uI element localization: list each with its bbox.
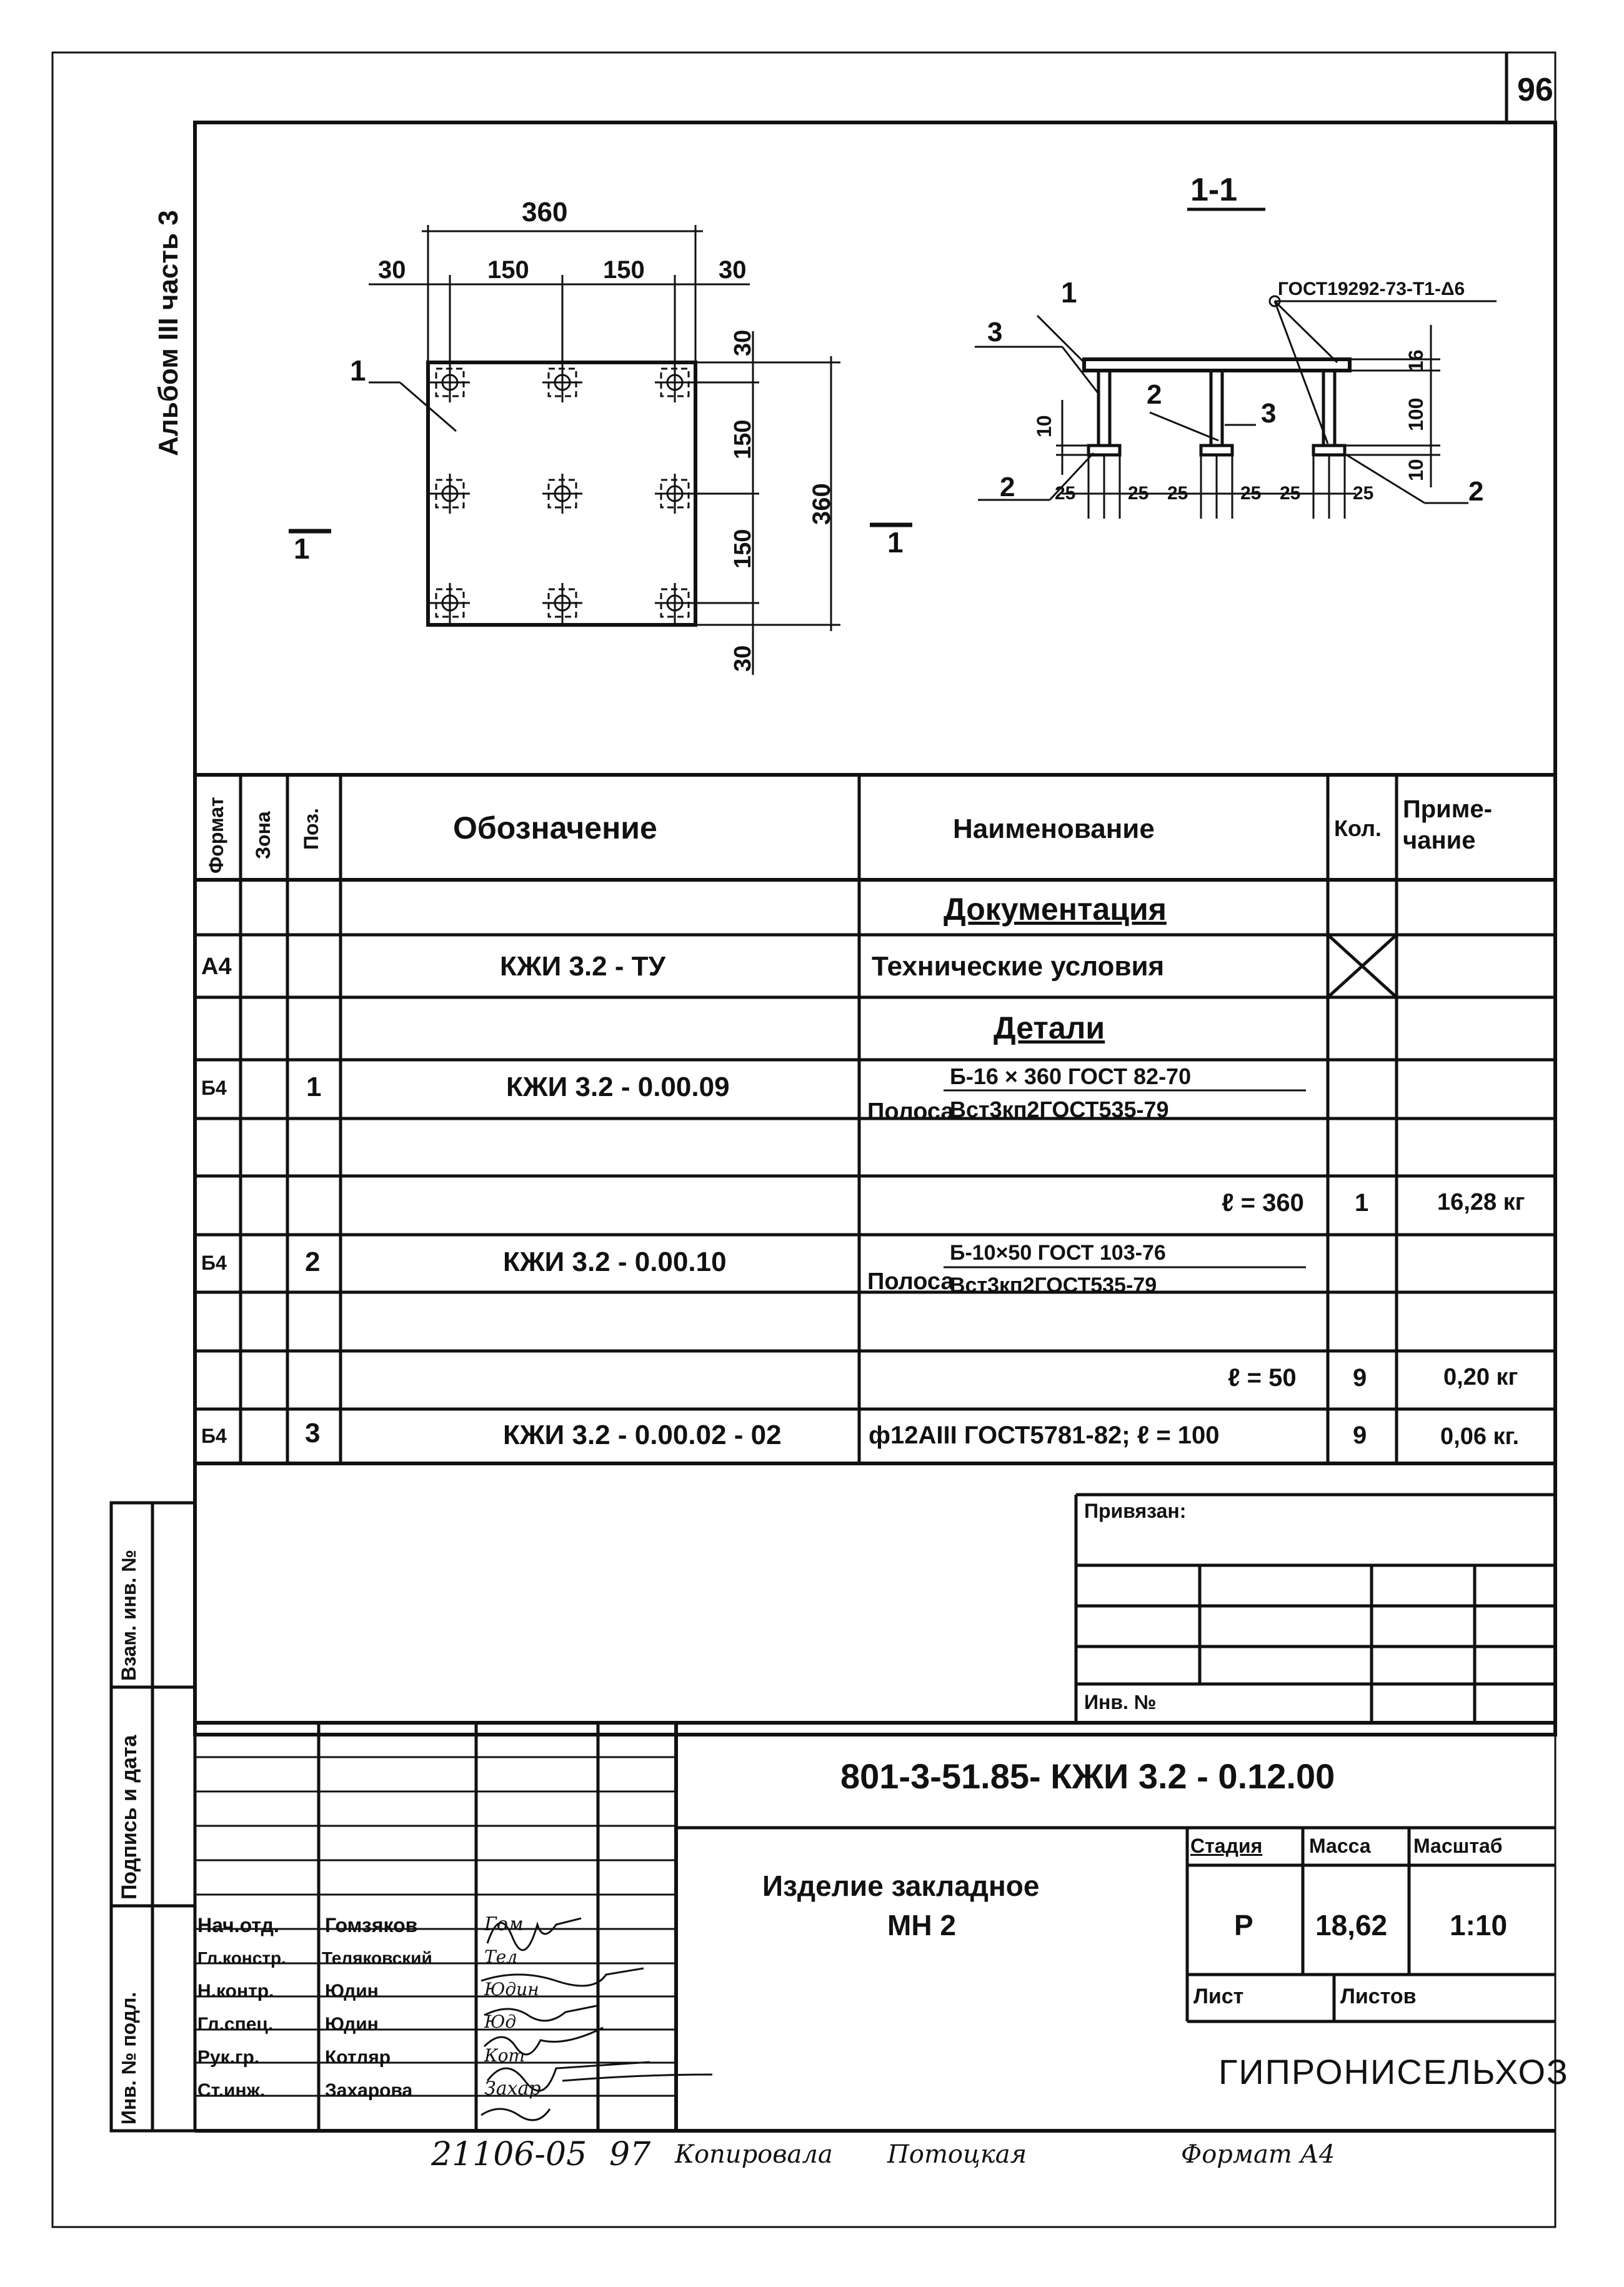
row1-qty: 1 xyxy=(1355,1189,1369,1217)
item-title: Изделие закладное xyxy=(762,1870,1040,1902)
role-6-name: Захарова xyxy=(325,2080,413,2101)
section-dim-right-10: 10 xyxy=(1405,459,1427,481)
item-subtitle: МН 2 xyxy=(887,1909,956,1941)
footer-copied-label: Копировала xyxy=(675,2140,833,2169)
section-dim-bottom-3: 25 xyxy=(1167,483,1188,504)
section-dim-left-10: 10 xyxy=(1033,415,1055,437)
row3-qty: 9 xyxy=(1353,1422,1367,1449)
role-6-sign: Захар xyxy=(484,2078,541,2100)
section-parts: Детали xyxy=(994,1010,1105,1045)
header-zone: Зона xyxy=(252,811,274,859)
plan-dim-right-1: 30 xyxy=(730,329,756,356)
section-documentation: Документация xyxy=(944,892,1167,927)
role-1-name: Гомзяков xyxy=(325,1914,418,1936)
scale-value: 1:10 xyxy=(1450,1909,1508,1941)
row1-pos: 1 xyxy=(306,1072,322,1102)
plan-dim-right-4: 30 xyxy=(730,645,756,672)
plan-dim-top-1: 30 xyxy=(378,256,406,284)
role-4: Гл.спец. xyxy=(197,2014,274,2035)
section-dim-right-100: 100 xyxy=(1405,397,1427,431)
anchor-bar-marker xyxy=(542,583,582,623)
row2-format: Б4 xyxy=(201,1252,227,1274)
row1-designation: КЖИ 3.2 - 0.00.09 xyxy=(506,1072,730,1102)
footer-year: 97 xyxy=(609,2136,651,2173)
row2-note: 0,20 кг xyxy=(1443,1364,1518,1390)
plan-dim-total-height: 360 xyxy=(808,483,835,525)
section-title: 1-1 xyxy=(1190,172,1238,208)
anchor-bar-marker xyxy=(542,474,582,514)
mass-value: 18,62 xyxy=(1315,1909,1388,1941)
role-5-name: Котляр xyxy=(325,2047,391,2068)
role-1-sign: Гом xyxy=(484,1913,524,1935)
section-pos-2a: 2 xyxy=(1147,379,1162,410)
role-4-name: Юдин xyxy=(325,2014,379,2035)
weld-note: ГОСТ19292-73-Т1-Δ6 xyxy=(1278,279,1465,299)
row2-name-prefix: Полоса xyxy=(867,1268,954,1295)
row3-pos: 3 xyxy=(305,1418,321,1448)
plan-dim-top-4: 30 xyxy=(719,256,747,284)
section-dim-bottom-6: 25 xyxy=(1353,483,1374,504)
scale-label: Масштаб xyxy=(1413,1835,1503,1857)
plan-pos-label: 1 xyxy=(350,354,366,387)
organization: ГИПРОНИСЕЛЬХОЗ xyxy=(1218,2052,1569,2091)
section-mark-right: 1 xyxy=(887,526,904,559)
role-5: Рук.гр. xyxy=(197,2047,260,2068)
stamp-signature-date: Подпись и дата xyxy=(117,1735,141,1900)
header-name: Наименование xyxy=(953,814,1155,844)
role-2: Гл.констр. xyxy=(197,1948,286,1968)
stamp-replace-inv: Взам. инв. № xyxy=(117,1550,140,1681)
footer-copied-name: Потоцкая xyxy=(887,2140,1027,2169)
header-qty: Кол. xyxy=(1334,815,1382,841)
row1-name-prefix: Полоса xyxy=(867,1099,954,1125)
role-3-name: Юдин xyxy=(325,1981,379,2001)
stage-label: Стадия xyxy=(1190,1835,1263,1857)
row2-name-bottom: Вст3кп2ГОСТ535-79 xyxy=(950,1273,1157,1297)
role-2-sign: Тел xyxy=(484,1946,518,1967)
section-pos-3b: 3 xyxy=(1261,398,1277,429)
role-2-name: Теляковский xyxy=(322,1948,432,1968)
row1-note: 16,28 кг xyxy=(1437,1189,1525,1215)
album-label: Альбом III часть 3 xyxy=(153,210,184,456)
row2-qty: 9 xyxy=(1353,1364,1367,1392)
row1-format: Б4 xyxy=(201,1077,227,1099)
plan-dim-top-3: 150 xyxy=(603,256,645,284)
doc-format: А4 xyxy=(201,954,232,980)
plan-dim-right-2: 150 xyxy=(730,419,756,459)
anchor-bar-marker xyxy=(430,474,470,514)
row2-designation: КЖИ 3.2 - 0.00.10 xyxy=(503,1247,727,1277)
section-mark-left: 1 xyxy=(294,532,310,565)
section-dim-bottom-5: 25 xyxy=(1280,483,1301,504)
row3-format: Б4 xyxy=(201,1425,227,1447)
row2-pos: 2 xyxy=(305,1247,321,1277)
section-pos-2c: 2 xyxy=(1468,476,1484,507)
role-3: Н.контр. xyxy=(197,1981,274,2001)
doc-name: Технические условия xyxy=(872,951,1165,982)
stamp-inv-orig: Инв. № подл. xyxy=(117,1991,140,2125)
row3-name: ф12АIII ГОСТ5781-82; ℓ = 100 xyxy=(869,1422,1220,1449)
row3-note: 0,06 кг. xyxy=(1440,1423,1520,1450)
plan-dim-right-3: 150 xyxy=(730,529,756,569)
section-dim-bottom-2: 25 xyxy=(1128,483,1149,504)
anchor-bar-marker xyxy=(655,583,695,623)
role-6: Ст.инж. xyxy=(197,2080,266,2101)
anchor-bar-marker xyxy=(655,474,695,514)
doc-designation: КЖИ 3.2 - ТУ xyxy=(500,951,665,982)
section-dim-bottom-4: 25 xyxy=(1240,483,1262,504)
footer-format: Формат А4 xyxy=(1181,2140,1335,2169)
section-pos-2b: 2 xyxy=(1000,472,1015,502)
binding-label: Привязан: xyxy=(1084,1500,1187,1522)
plan-dim-total-width: 360 xyxy=(522,197,568,227)
section-dim-right-16: 16 xyxy=(1405,349,1427,372)
stage-value: Р xyxy=(1234,1909,1253,1941)
row1-name-top: Б-16 × 360 ГОСТ 82-70 xyxy=(950,1064,1192,1089)
row3-designation: КЖИ 3.2 - 0.00.02 - 02 xyxy=(503,1420,782,1450)
anchor-bar-marker xyxy=(430,583,470,623)
header-designation: Обозначение xyxy=(453,810,657,845)
sheets-label: Листов xyxy=(1340,1985,1417,2008)
role-5-sign: Кот xyxy=(484,2045,526,2066)
row2-name-top: Б-10×50 ГОСТ 103-76 xyxy=(950,1241,1166,1265)
plan-dim-top-2: 150 xyxy=(487,256,529,284)
row2-length: ℓ = 50 xyxy=(1228,1364,1297,1392)
footer-number: 21106-05 xyxy=(431,2136,587,2173)
header-pos: Поз. xyxy=(300,808,322,850)
row1-name-bottom: Вст3кп2ГОСТ535-79 xyxy=(950,1097,1169,1122)
row1-length: ℓ = 360 xyxy=(1222,1189,1304,1217)
binding-inv: Инв. № xyxy=(1084,1691,1157,1713)
role-1: Нач.отд. xyxy=(197,1914,279,1936)
section-dim-bottom-1: 25 xyxy=(1055,483,1076,504)
sheet-label: Лист xyxy=(1193,1985,1244,2008)
binding-grid xyxy=(1076,1495,1555,1723)
document-code: 801-3-51.85- КЖИ 3.2 - 0.12.00 xyxy=(840,1756,1335,1796)
role-4-sign: Юд xyxy=(484,2011,517,2032)
sheet-number: 96 xyxy=(1517,72,1553,108)
section-view xyxy=(1084,209,1350,455)
header-format: Формат xyxy=(205,797,227,874)
section-pos-3a: 3 xyxy=(987,317,1003,347)
section-pos-1: 1 xyxy=(1061,276,1077,309)
header-note: Приме- чание xyxy=(1403,795,1492,854)
mass-label: Масса xyxy=(1309,1835,1371,1857)
role-3-sign: Юдин xyxy=(484,1979,539,2000)
